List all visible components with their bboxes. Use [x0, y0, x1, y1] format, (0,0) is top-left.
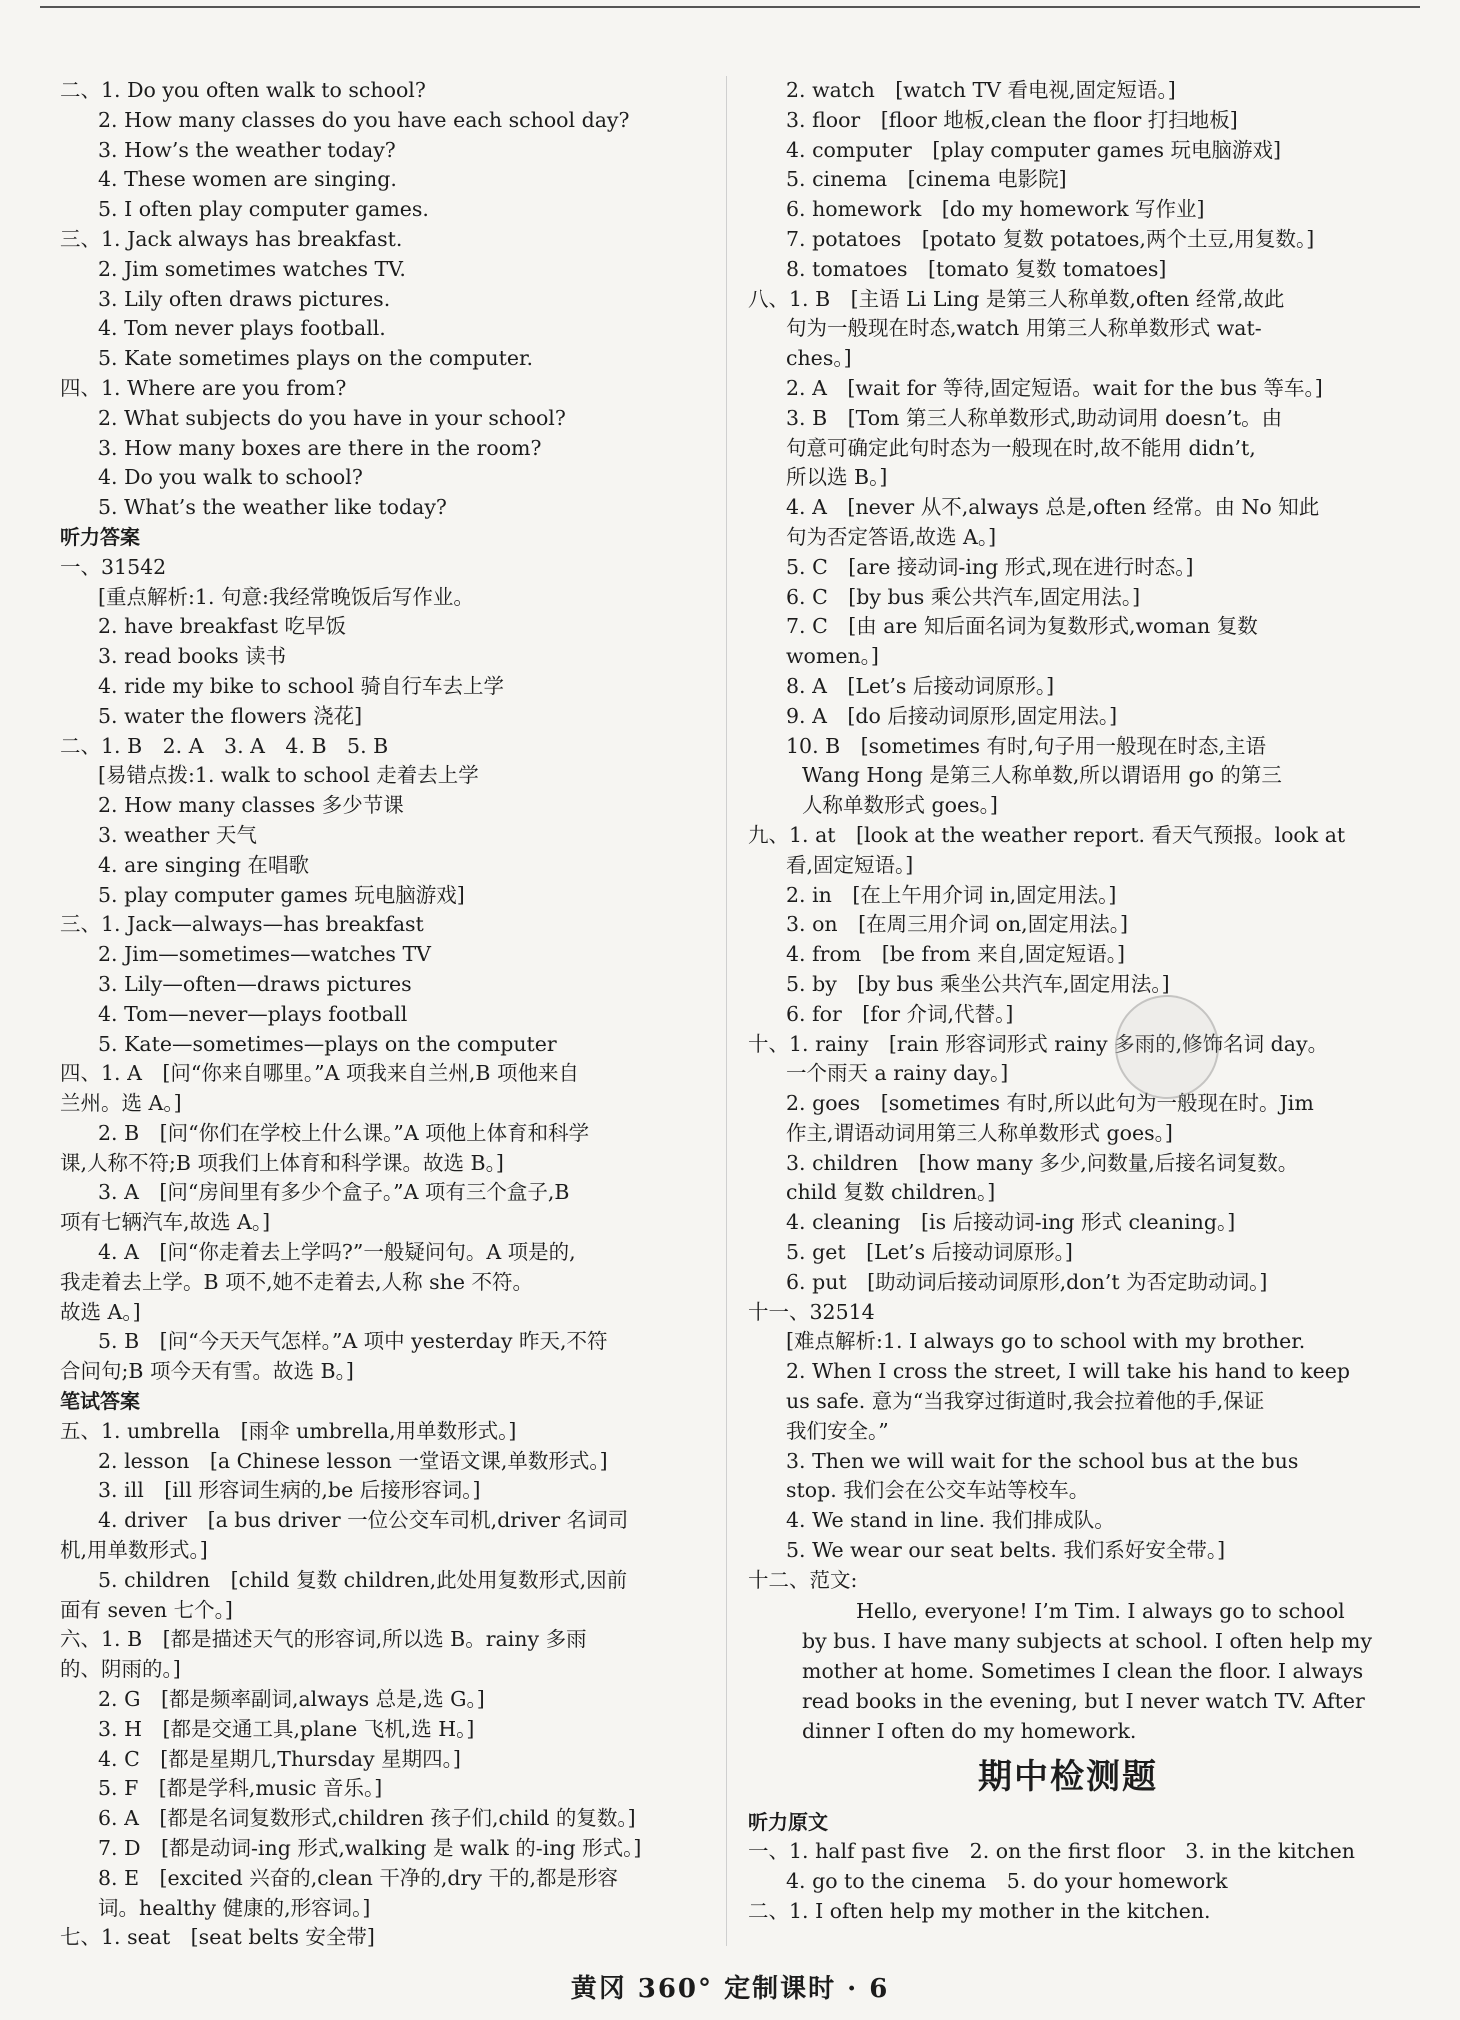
answer-line: stop. 我们会在公交车站等校车。: [786, 1478, 1090, 1503]
answer-line: 5. What’s the weather like today?: [98, 495, 447, 520]
top-rule: [40, 6, 1420, 8]
column-divider: [726, 76, 727, 1946]
answer-line: 句意可确定此句时态为一般现在时,故不能用 didn’t,: [786, 435, 1256, 460]
answer-line: 3. Lily often draws pictures.: [98, 286, 391, 311]
answer-line: 七、1. seat [seat belts 安全带]: [60, 1925, 375, 1950]
answer-line: ches。]: [786, 346, 852, 371]
answer-line: 4. A [never 从不,always 总是,often 经常。由 No 知此: [786, 495, 1320, 520]
answer-line: 3. read books 读书: [98, 644, 287, 669]
answer-line: [重点解析:1. 句意:我经常晚饭后写作业。: [98, 584, 474, 609]
answer-line: 7. D [都是动词-ing 形式,walking 是 walk 的-ing 形式。]: [98, 1836, 642, 1861]
answer-line: 5. play computer games 玩电脑游戏]: [98, 882, 465, 907]
answer-line: 4. cleaning [is 后接动词-ing 形式 cleaning。]: [786, 1210, 1236, 1235]
answer-line: 机,用单数形式。]: [60, 1538, 208, 1563]
answer-line: 的、阴雨的。]: [60, 1657, 181, 1682]
answer-line: 八、1. B [主语 Li Ling 是第三人称单数,often 经常,故此: [748, 286, 1285, 311]
answer-line: 2. goes [sometimes 有时,所以此句为一般现在时。Jim: [786, 1091, 1314, 1116]
answer-line: 五、1. umbrella [雨伞 umbrella,用单数形式。]: [60, 1418, 517, 1443]
answer-line: 5. get [Let’s 后接动词原形。]: [786, 1240, 1073, 1265]
listening-heading: 听力原文: [748, 1809, 828, 1834]
answer-line: us safe. 意为“当我穿过街道时,我会拉着他的手,保证: [786, 1389, 1265, 1414]
answer-line: 2. When I cross the street, I will take his hand to keep: [786, 1359, 1351, 1384]
answer-line: 4. computer [play computer games 玩电脑游戏]: [786, 137, 1282, 162]
answer-line: 面有 seven 七个。]: [60, 1597, 233, 1622]
answer-line: 4. Tom never plays football.: [98, 316, 386, 341]
answer-line: 4. driver [a bus driver 一位公交车司机,driver 名词司: [98, 1508, 629, 1533]
answer-line: child 复数 children。]: [786, 1180, 996, 1205]
answer-line: 课,人称不符;B 项我们上体育和科学课。故选 B。]: [60, 1150, 504, 1175]
answer-line: 8. E [excited 兴奋的,clean 干净的,dry 干的,都是形容: [98, 1865, 618, 1890]
right-answer-lines: [748, 76, 1388, 1596]
essay-line: read books in the evening, but I never watch TV. After: [802, 1688, 1365, 1713]
answer-line: 5. We wear our seat belts. 我们系好安全带。]: [786, 1538, 1226, 1563]
answer-line: [易错点拨:1. walk to school 走着去上学: [98, 763, 479, 788]
answer-line: 合问句;B 项今天有雪。故选 B。]: [60, 1359, 354, 1384]
essay-line: mother at home. Sometimes I clean the floor. I always: [802, 1658, 1364, 1683]
answer-line: 3. A [问“房间里有多少个盒子。”A 项有三个盒子,B: [98, 1180, 570, 1205]
answer-line: 2. A [wait for 等待,固定短语。wait for the bus 等车。]: [786, 375, 1323, 400]
answer-line: 二、1. B 2. A 3. A 4. B 5. B: [60, 733, 389, 758]
answer-line: [难点解析:1. I always go to school with my brother.: [786, 1329, 1306, 1354]
answer-line: 8. tomatoes [tomato 复数 tomatoes]: [786, 256, 1167, 281]
answer-line: 3. ill [ill 形容词生病的,be 后接形容词。]: [98, 1478, 481, 1503]
answer-line: 3. B [Tom 第三人称单数形式,助动词用 doesn’t。由: [786, 405, 1283, 430]
answer-line: 6. homework [do my homework 写作业]: [786, 197, 1205, 222]
answer-line: 作主,谓语动词用第三人称单数形式 goes。]: [786, 1120, 1173, 1145]
model-essay: [748, 1596, 1388, 1746]
answer-line: 2. G [都是频率副词,always 总是,选 G。]: [98, 1687, 485, 1712]
answer-line: 2. How many classes 多少节课: [98, 793, 404, 818]
answer-line: 5. F [都是学科,music 音乐。]: [98, 1776, 383, 1801]
answer-line: 九、1. at [look at the weather report. 看天气预报。look at: [748, 822, 1346, 847]
answer-line: 4. Tom—never—plays football: [98, 1001, 408, 1026]
page-footer: 黄冈 360° 定制课时 · 6: [570, 1974, 890, 2004]
answer-line: 项有七辆汽车,故选 A。]: [60, 1210, 271, 1235]
answer-line: 5. by [by bus 乘坐公共汽车,固定用法。]: [786, 971, 1170, 996]
section-title: 期中检测题: [978, 1756, 1158, 1797]
answer-line: 看,固定短语。]: [786, 852, 914, 877]
answer-line: 3. H [都是交通工具,plane 飞机,选 H。]: [98, 1716, 475, 1741]
answer-line: 十二、范文:: [748, 1567, 858, 1592]
answer-line: 我们安全。”: [786, 1418, 889, 1443]
answer-line: 2. Jim sometimes watches TV.: [98, 256, 406, 281]
answer-line: women。]: [786, 644, 879, 669]
answer-line: 4. C [都是星期几,Thursday 星期四。]: [98, 1746, 461, 1771]
answer-line: 3. weather 天气: [98, 822, 257, 847]
answer-line: 3. floor [floor 地板,clean the floor 打扫地板]: [786, 107, 1238, 132]
essay-line: by bus. I have many subjects at school. I often help my: [802, 1628, 1373, 1653]
answer-line: 2. B [问“你们在学校上什么课。”A 项他上体育和科学: [98, 1120, 590, 1145]
answer-line: 兰州。选 A。]: [60, 1091, 182, 1116]
answer-line: 人称单数形式 goes。]: [802, 793, 998, 818]
answer-line: 3. Lily—often—draws pictures: [98, 971, 412, 996]
answer-line: 一、1. half past five 2. on the first floor 3. in the kitchen: [748, 1839, 1355, 1864]
section-heading: 听力答案: [60, 524, 140, 549]
listening-text-lines: [748, 1837, 1388, 1926]
answer-line: 2. How many classes do you have each school day?: [98, 107, 630, 132]
answer-line: 4. We stand in line. 我们排成队。: [786, 1508, 1115, 1533]
answer-line: 句为否定答语,故选 A。]: [786, 524, 997, 549]
answer-line: 5. C [are 接动词-ing 形式,现在进行时态。]: [786, 554, 1194, 579]
answer-line: 2. What subjects do you have in your school?: [98, 405, 566, 430]
answer-line: 一、31542: [60, 554, 167, 579]
answer-line: Wang Hong 是第三人称单数,所以谓语用 go 的第三: [802, 763, 1282, 788]
answer-line: 6. for [for 介词,代替。]: [786, 1001, 1014, 1026]
answer-line: 4. are singing 在唱歌: [98, 852, 310, 877]
answer-line: 4. Do you walk to school?: [98, 465, 363, 490]
answer-line: 3. How many boxes are there in the room?: [98, 435, 542, 460]
essay-line: Hello, everyone! I’m Tim. I always go to school: [856, 1598, 1345, 1623]
answer-line: 2. lesson [a Chinese lesson 一堂语文课,单数形式。]: [98, 1448, 608, 1473]
answer-line: 6. put [助动词后接动词原形,don’t 为否定助动词。]: [786, 1269, 1268, 1294]
answer-line: 5. water the flowers 浇花]: [98, 703, 363, 728]
answer-line: 四、1. Where are you from?: [60, 375, 347, 400]
answer-line: 2. in [在上午用介词 in,固定用法。]: [786, 882, 1117, 907]
answer-line: 5. children [child 复数 children,此处用复数形式,因前: [98, 1567, 628, 1592]
answer-line: 3. on [在周三用介词 on,固定用法。]: [786, 912, 1128, 937]
right-column: [748, 76, 1388, 1927]
answer-line: 词。healthy 健康的,形容词。]: [98, 1895, 371, 1920]
answer-line: 6. C [by bus 乘公共汽车,固定用法。]: [786, 584, 1141, 609]
answer-line: 十、1. rainy [rain 形容词形式 rainy 多雨的,修饰名词 day。: [748, 1031, 1329, 1056]
answer-line: 十一、32514: [748, 1299, 875, 1324]
answer-line: 我走着去上学。B 项不,她不走着去,人称 she 不符。: [60, 1269, 534, 1294]
answer-line: 句为一般现在时态,watch 用第三人称单数形式 wat-: [786, 316, 1262, 341]
answer-line: 一个雨天 a rainy day。]: [786, 1061, 1009, 1086]
answer-line: 5. I often play computer games.: [98, 197, 429, 222]
essay-line: dinner I often do my homework.: [802, 1718, 1137, 1743]
answer-line: 四、1. A [问“你来自哪里。”A 项我来自兰州,B 项他来自: [60, 1061, 580, 1086]
answer-line: 5. Kate sometimes plays on the computer.: [98, 346, 534, 371]
answer-line: 4. These women are singing.: [98, 167, 397, 192]
answer-line: 3. Then we will wait for the school bus at the bus: [786, 1448, 1299, 1473]
answer-line: 2. watch [watch TV 看电视,固定短语。]: [786, 78, 1176, 102]
answer-line: 8. A [Let’s 后接动词原形。]: [786, 673, 1055, 698]
answer-line: 6. A [都是名词复数形式,children 孩子们,child 的复数。]: [98, 1806, 636, 1831]
answer-line: 所以选 B。]: [786, 465, 888, 490]
answer-line: 5. Kate—sometimes—plays on the computer: [98, 1031, 557, 1056]
answer-line: 4. A [问“你走着去上学吗?”一般疑问句。A 项是的,: [98, 1240, 576, 1265]
answer-line: 4. go to the cinema 5. do your homework: [786, 1869, 1228, 1894]
answer-line: 3. How’s the weather today?: [98, 137, 396, 162]
answer-line: 三、1. Jack—always—has breakfast: [60, 912, 424, 937]
answer-line: 4. from [be from 来自,固定短语。]: [786, 942, 1125, 967]
answer-line: 故选 A。]: [60, 1299, 141, 1324]
section-heading: 笔试答案: [60, 1389, 140, 1414]
left-column: [60, 76, 704, 1953]
answer-line: 9. A [do 后接动词原形,固定用法。]: [786, 703, 1118, 728]
answer-line: 2. Jim—sometimes—watches TV: [98, 942, 431, 967]
answer-line: 二、1. I often help my mother in the kitchen.: [748, 1899, 1211, 1924]
answer-line: 二、1. Do you often walk to school?: [60, 78, 426, 102]
answer-line: 三、1. Jack always has breakfast.: [60, 226, 403, 251]
answer-line: 10. B [sometimes 有时,句子用一般现在时态,主语: [786, 733, 1267, 758]
answer-line: 2. have breakfast 吃早饭: [98, 614, 347, 639]
answer-line: 3. children [how many 多少,问数量,后接名词复数。: [786, 1150, 1299, 1175]
answer-line: 六、1. B [都是描述天气的形容词,所以选 B。rainy 多雨: [60, 1627, 587, 1652]
answer-line: 4. ride my bike to school 骑自行车去上学: [98, 673, 505, 698]
answer-line: 7. potatoes [potato 复数 potatoes,两个土豆,用复数。]: [786, 226, 1315, 251]
answer-line: 7. C [由 are 知后面名词为复数形式,woman 复数: [786, 614, 1258, 639]
answer-line: 5. cinema [cinema 电影院]: [786, 167, 1067, 192]
answer-line: 5. B [问“今天天气怎样。”A 项中 yesterday 昨天,不符: [98, 1329, 608, 1354]
